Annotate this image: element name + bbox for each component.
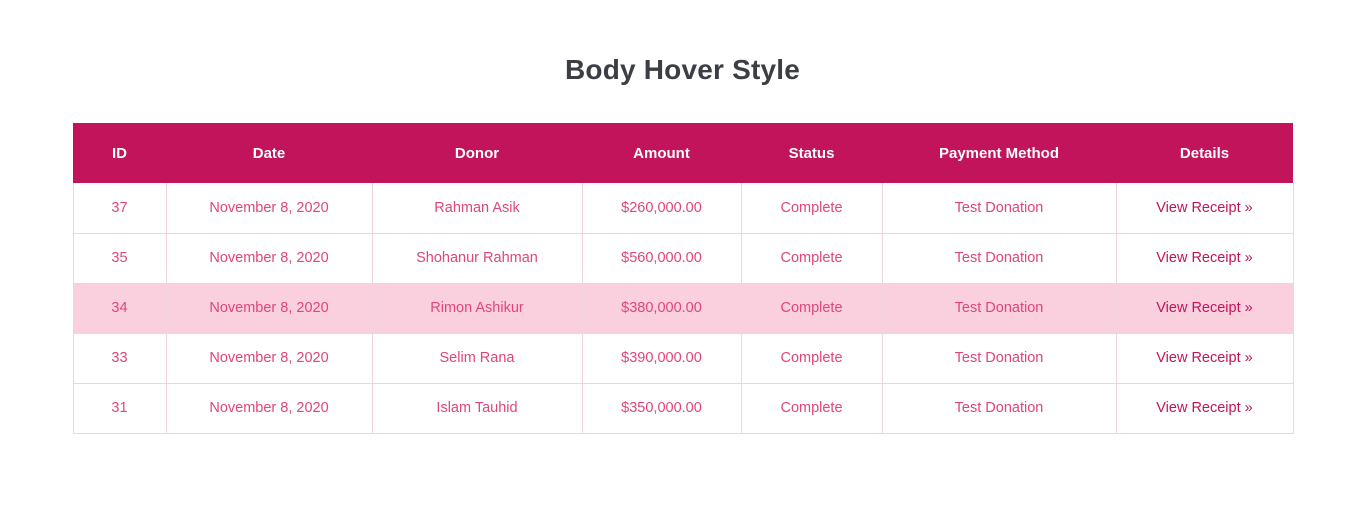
donations-table bbox=[73, 123, 1294, 434]
cell-details bbox=[1116, 383, 1293, 433]
view-receipt-link[interactable]: View Receipt » bbox=[1156, 199, 1253, 216]
column-header-payment-method[interactable]: Payment Method bbox=[882, 123, 1116, 183]
cell-details bbox=[1116, 233, 1293, 283]
cell-id: 31 bbox=[73, 383, 166, 433]
cell-donor: Shohanur Rahman bbox=[372, 233, 582, 283]
table-header-row bbox=[73, 123, 1293, 183]
cell-payment-method: Test Donation bbox=[882, 183, 1116, 233]
donations-table-wrapper bbox=[73, 86, 1293, 434]
column-header-amount[interactable]: Amount bbox=[582, 123, 741, 183]
view-receipt-link[interactable]: View Receipt » bbox=[1156, 400, 1253, 416]
cell-payment-method: Test Donation bbox=[882, 283, 1116, 333]
table-header bbox=[73, 123, 1293, 183]
table-body bbox=[73, 183, 1293, 433]
cell-amount: $380,000.00 bbox=[582, 283, 741, 333]
table-row[interactable] bbox=[73, 283, 1293, 333]
column-header-date[interactable]: Date bbox=[166, 123, 372, 183]
cell-donor: Selim Rana bbox=[372, 333, 582, 383]
cell-amount: $350,000.00 bbox=[582, 383, 741, 433]
column-header-id[interactable]: ID bbox=[73, 123, 166, 183]
cell-payment-method: Test Donation bbox=[882, 333, 1116, 383]
column-header-donor[interactable]: Donor bbox=[372, 123, 582, 183]
page-title: Body Hover Style bbox=[564, 54, 801, 85]
cell-id: 35 bbox=[73, 233, 166, 283]
cell-details bbox=[1116, 283, 1293, 333]
cell-date: November 8, 2020 bbox=[166, 333, 372, 383]
cell-donor: Islam Tauhid bbox=[372, 383, 582, 433]
cell-details bbox=[1116, 333, 1293, 383]
view-receipt-link[interactable]: View Receipt » bbox=[1156, 350, 1253, 366]
cell-payment-method: Test Donation bbox=[882, 233, 1116, 283]
cell-id: 33 bbox=[73, 333, 166, 383]
column-header-status[interactable]: Status bbox=[741, 123, 882, 183]
table-row[interactable] bbox=[73, 333, 1293, 383]
table-row[interactable] bbox=[73, 183, 1293, 233]
cell-date: November 8, 2020 bbox=[166, 383, 372, 433]
cell-date: November 8, 2020 bbox=[166, 233, 372, 283]
cell-status: Complete bbox=[741, 183, 882, 233]
cell-donor: Rahman Asik bbox=[372, 183, 582, 233]
cell-status: Complete bbox=[741, 283, 882, 333]
cell-status: Complete bbox=[741, 233, 882, 283]
cell-amount: $260,000.00 bbox=[582, 183, 741, 233]
cell-donor: Rimon Ashikur bbox=[372, 283, 582, 333]
cell-id: 37 bbox=[73, 183, 166, 233]
view-receipt-link[interactable]: View Receipt » bbox=[1156, 250, 1253, 266]
table-row[interactable] bbox=[73, 383, 1293, 433]
cell-amount: $390,000.00 bbox=[582, 333, 741, 383]
cell-status: Complete bbox=[741, 333, 882, 383]
column-header-details[interactable]: Details bbox=[1116, 123, 1293, 183]
cell-status: Complete bbox=[741, 383, 882, 433]
cell-details bbox=[1116, 183, 1293, 233]
cell-id: 34 bbox=[73, 283, 166, 333]
cell-payment-method: Test Donation bbox=[882, 383, 1116, 433]
cell-date: November 8, 2020 bbox=[166, 283, 372, 333]
view-receipt-link[interactable]: View Receipt » bbox=[1156, 300, 1253, 316]
cell-amount: $560,000.00 bbox=[582, 233, 741, 283]
table-row[interactable] bbox=[73, 233, 1293, 283]
cell-date: November 8, 2020 bbox=[166, 183, 372, 233]
